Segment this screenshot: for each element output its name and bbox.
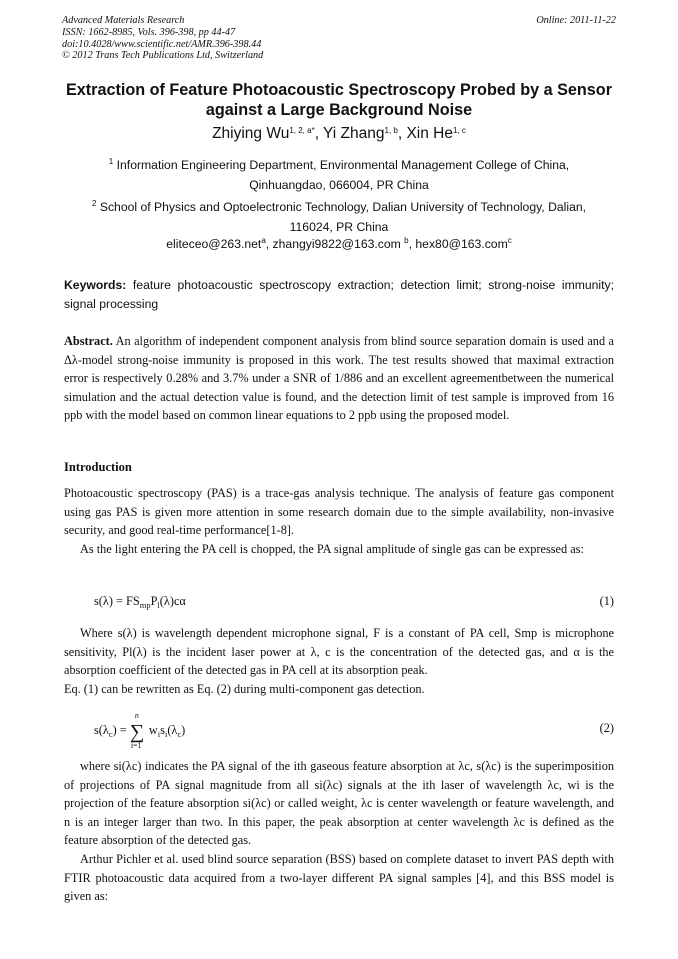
introduction-body [64, 484, 614, 558]
section-heading-introduction: Introduction [64, 460, 132, 474]
email[interactable]: hex80@163.com [415, 237, 508, 251]
eq-part: s [160, 723, 165, 737]
abstract-label: Abstract. [64, 334, 113, 348]
author-sep: , [397, 125, 407, 142]
paragraph: Where s(λ) is wavelength dependent microphone signal, F is a constant of PA cell, Smp is microphone sensitivity, Pl(λ) is the incident laser power at λ, c is the concentration of the detected gas, and α is the absorption coefficient of the detected gas in PA cell at its absorption peak. [64, 626, 614, 678]
eq-subscript: l [157, 600, 160, 610]
email[interactable]: eliteceo@263.net [166, 237, 262, 251]
author-affil-sup: 1, 2, a* [289, 126, 315, 135]
affiliation-sup: 1 [108, 157, 114, 166]
abstract [64, 332, 614, 425]
author-name: Zhiying Wu [212, 125, 290, 142]
sum-upper-limit: n [134, 711, 139, 720]
eq-part: ) = [112, 723, 130, 737]
sum-operator [129, 711, 146, 750]
author-name: Xin He [406, 125, 453, 142]
author-name: Yi Zhang [323, 125, 385, 142]
eq-part: w [148, 723, 158, 737]
eq-part: ) [181, 723, 186, 737]
issn: ISSN: 1662-8985, Vols. 396-398, pp 44-47 [62, 26, 236, 38]
introduction-body-2 [64, 624, 614, 698]
keywords-label: Keywords: [64, 278, 127, 292]
paragraph: As the light entering the PA cell is chopped, the PA signal amplitude of single gas can be expressed as: [80, 541, 584, 556]
abstract-text: An algorithm of independent component analysis from blind source separation domain is used and a Δλ-model strong-noise immunity is proposed in this work. The test results showed that maximal extraction error is respectively 0.28% and 3.7% under a SNR of 1/886 and an excellent agreementbetween the numerical simulation and the actual detection value is found, and the detection limit of test sample is improved from 16 ppb with the model based on common linear equations to 2 ppb using the proposed model. [64, 334, 614, 423]
journal-header [62, 15, 616, 62]
eq-part: P [150, 594, 158, 608]
eq-part: s(λ [94, 723, 109, 737]
eq-subscript: c [177, 729, 182, 739]
author-sep: , [314, 125, 324, 142]
equation-2 [64, 711, 614, 755]
keywords [64, 276, 614, 314]
affiliation-1 [70, 152, 608, 195]
paragraph: Arthur Pichler et al. used blind source separation (BSS) based on complete dataset to invert PAS depth with FTIR photoacoustic data acquired from a two-layer different PA signal samples [4], and this BSS model is given as: [64, 851, 614, 904]
introduction-body-3 [64, 757, 614, 906]
email[interactable]: zhangyi9822@163.com [272, 237, 405, 251]
affiliation-text: Information Engineering Department, Environmental Management College of China, Qinhuangdao, 066004, PR China [116, 158, 570, 192]
paragraph: where si(λc) indicates the PA signal of the ith gaseous feature absorption at λc, s(λc) is the superimposition of projections of PA signal magnitude from all si(λc) signals at the ith laser of wavelength λc, wi is the projection of the feature absorption si(λc) or called weight, λc is center wavelength or feature wavelength, and n is an integer larger than two. In this paper, the peak absorption at center wavelength λc is defined as the feature absorption of the detected gas. [64, 759, 614, 848]
author-affil-sup: 1, c [453, 126, 466, 135]
equation-2-expression [94, 711, 186, 750]
email-list [50, 236, 628, 251]
paragraph: Eq. (1) can be rewritten as Eq. (2) during multi-component gas detection. [64, 681, 425, 696]
equation-number: (1) [599, 594, 614, 608]
journal-name: Advanced Materials Research [62, 15, 185, 26]
author-list [50, 125, 628, 143]
affiliation-text: School of Physics and Optoelectronic Technology, Dalian University of Technology, Dalian, 116024, PR China [99, 200, 587, 234]
eq-part: (λ [167, 723, 178, 737]
eq-subscript: mp [139, 600, 151, 610]
email-sep: , [265, 237, 273, 251]
eq-part: (λ)cα [159, 594, 186, 608]
doi: doi:10.4028/www.scientific.net/AMR.396-398.44 [62, 38, 262, 50]
email-sup: a [261, 236, 266, 245]
sigma-symbol: ∑ [129, 721, 145, 743]
equation-number: (2) [599, 721, 614, 735]
paragraph: Photoacoustic spectroscopy (PAS) is a trace-gas analysis technique. The analysis of feature gas component using gas PAS is given more attention in some research domain due to the simple availability, non-invasive security, and good real-time performance[1-8]. [64, 486, 614, 538]
keywords-text: feature photoacoustic spectroscopy extraction; detection limit; strong-noise immunity; signal processing [64, 278, 615, 311]
email-sep: , [408, 237, 416, 251]
email-sup: b [404, 236, 409, 245]
eq-subscript: i [157, 729, 161, 739]
paper-title: Extraction of Feature Photoacoustic Spectroscopy Probed by a Sensor against a Large Background Noise [65, 81, 612, 119]
copyright: © 2012 Trans Tech Publications Ltd, Switzerland [62, 50, 264, 62]
equation-1-expression [94, 594, 186, 610]
author-affil-sup: 1, b [384, 126, 398, 135]
affiliation-2 [70, 194, 608, 237]
eq-subscript: c [108, 729, 113, 739]
eq-part: s(λ) = FS [94, 594, 140, 608]
affiliation-sup: 2 [91, 199, 97, 208]
online-date: Online: 2011-11-22 [536, 15, 616, 26]
email-sup: c [507, 236, 512, 245]
eq-subscript: i [164, 729, 168, 739]
sum-lower-limit: i=1 [130, 741, 142, 750]
